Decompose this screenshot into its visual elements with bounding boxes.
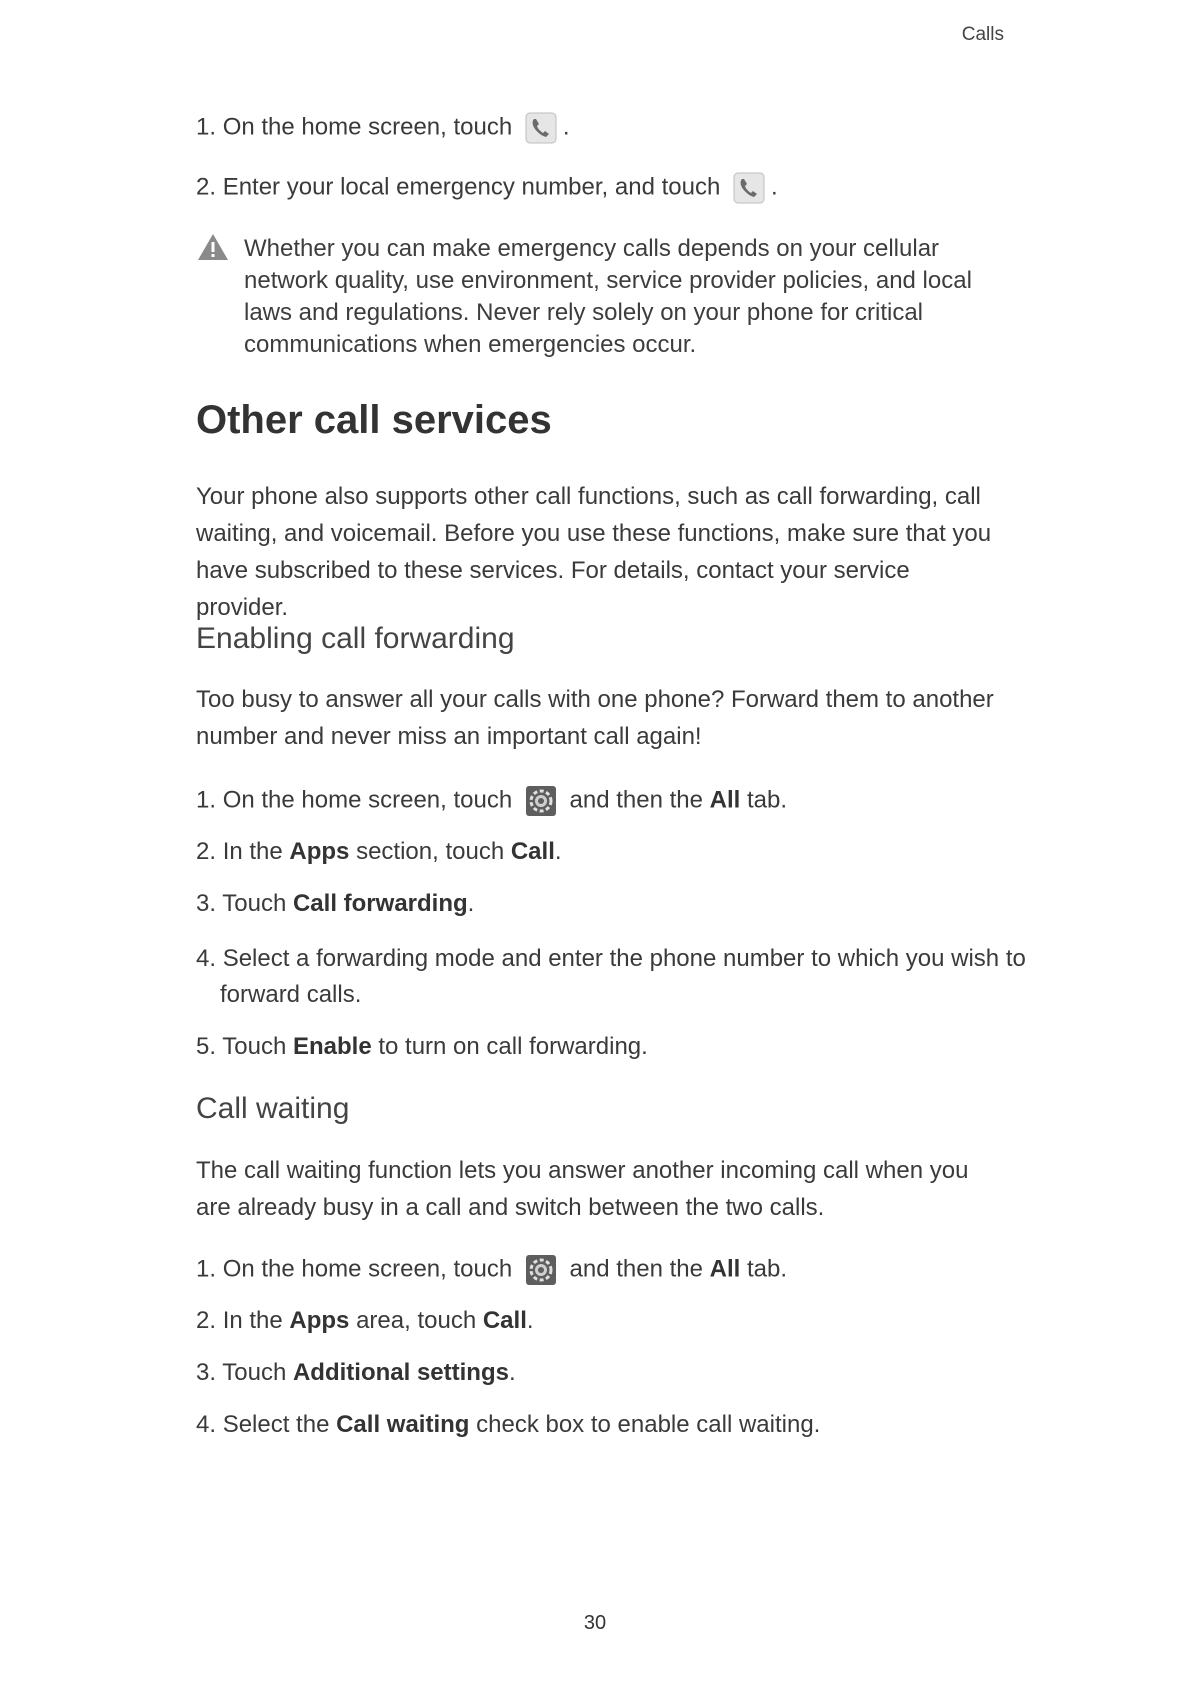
phone-icon: [733, 172, 765, 204]
waiting-step-2: 2. In the Apps area, touch Call.: [196, 1307, 534, 1334]
emergency-step-1: 1. On the home screen, touch .: [196, 112, 570, 144]
waiting-title: Call waiting: [196, 1092, 350, 1125]
forwarding-step-2: 2. In the Apps section, touch Call.: [196, 838, 562, 865]
forwarding-step-4: 4. Select a forwarding mode and enter the phone number to which you wish to forward calls.: [196, 945, 1026, 1008]
forwarding-step-3: 3. Touch Call forwarding.: [196, 890, 475, 917]
emergency-step-2: 2. Enter your local emergency number, and touch .: [196, 172, 778, 204]
page-number: 30: [583, 1612, 607, 1634]
phone-icon: [525, 112, 557, 144]
forwarding-intro: Too busy to answer all your calls with one phone? Forward them to another number and never miss an important call again!: [196, 686, 994, 750]
waiting-step-1: 1. On the home screen, touch and then the All tab.: [196, 1254, 787, 1286]
waiting-step-4: 4. Select the Call waiting check box to enable call waiting.: [196, 1411, 821, 1438]
section-header: Calls: [961, 24, 1004, 45]
warning-text: Whether you can make emergency calls depends on your cellular network quality, use environment, service provider policies, and local laws and regulations. Never rely solely on your phone for critical communications when emergencies occur.: [244, 235, 972, 358]
forwarding-step-1: 1. On the home screen, touch and then the All tab.: [196, 785, 787, 817]
forwarding-title: Enabling call forwarding: [196, 622, 515, 655]
waiting-intro: The call waiting function lets you answer another incoming call when you are already busy in a call and switch between the two calls.: [196, 1157, 969, 1221]
waiting-step-3: 3. Touch Additional settings.: [196, 1359, 516, 1386]
settings-icon: [525, 785, 557, 817]
section-intro: Your phone also supports other call functions, such as call forwarding, call waiting, and voicemail. Before you use these functions, make sure that you have subscribed to these services. For details, contact your service provider.: [196, 483, 992, 621]
forwarding-step-5: 5. Touch Enable to turn on call forwarding.: [196, 1033, 648, 1060]
settings-icon: [525, 1254, 557, 1286]
warning-icon: [196, 232, 230, 262]
section-title: Other call services: [196, 398, 552, 442]
